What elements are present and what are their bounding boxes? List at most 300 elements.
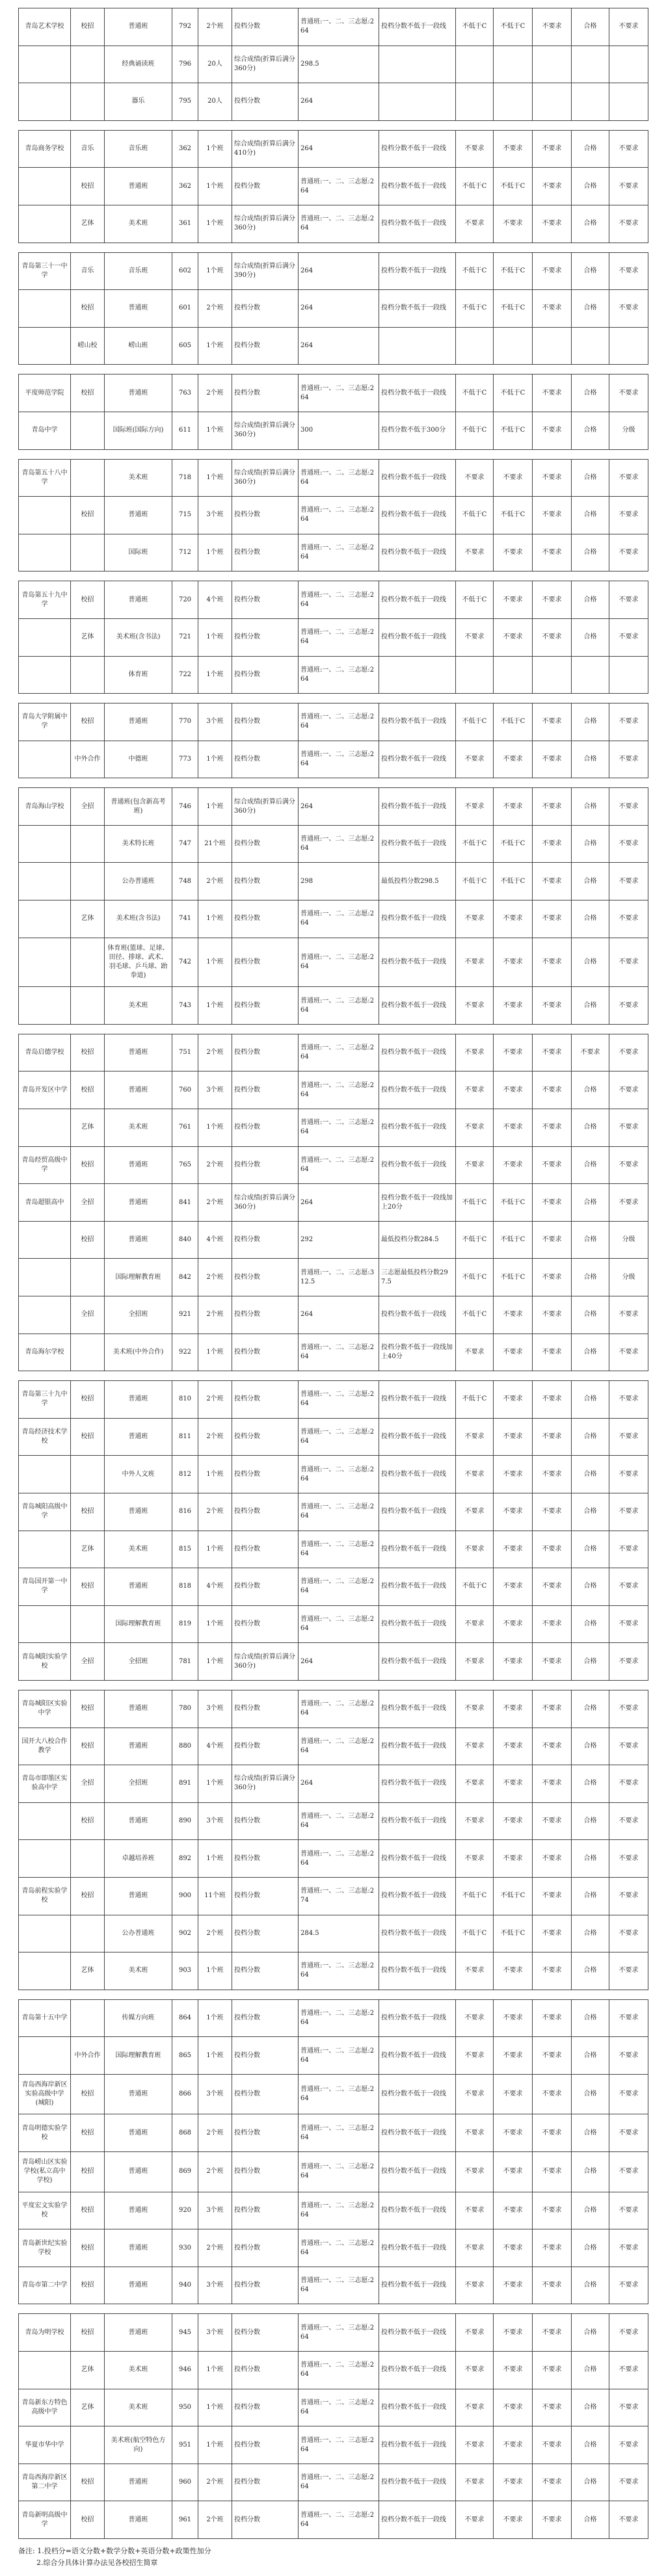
score-cell: 普通班:一、二、三志愿:264 bbox=[299, 1999, 379, 2037]
pe-req-cell: 合格 bbox=[572, 863, 609, 900]
program-cell: 美术班(含书法) bbox=[105, 900, 172, 938]
table-row bbox=[19, 1765, 648, 1803]
english-req-cell: 不要求 bbox=[533, 900, 572, 938]
school-cell: 青岛启德学校 bbox=[19, 1034, 71, 1071]
program-cell: 国际理解教育班 bbox=[105, 1259, 172, 1296]
basis-cell bbox=[232, 572, 299, 581]
basis-cell: 投档分数 bbox=[232, 1418, 299, 1456]
basis-cell: 投档分数 bbox=[232, 2314, 299, 2352]
basis-cell bbox=[232, 694, 299, 703]
category-cell: 校招 bbox=[71, 1493, 105, 1531]
school-cell bbox=[19, 83, 71, 121]
table-row bbox=[19, 1952, 648, 1990]
school-cell: 青岛经济技术学校 bbox=[19, 1418, 71, 1456]
footnote-1: 备注: 1.投档分=语文分数+数学分数+英语分数+政策性加分 bbox=[18, 2547, 211, 2555]
pe-req-cell bbox=[572, 656, 609, 694]
category-cell: 艺体 bbox=[71, 1531, 105, 1568]
program-cell: 普通班 bbox=[105, 1184, 172, 1222]
basis-cell bbox=[232, 1024, 299, 1034]
pe-req-cell: 合格 bbox=[572, 252, 609, 290]
level-req-cell: 不要求 bbox=[609, 1034, 648, 1071]
chinese-req-cell: 不要求 bbox=[456, 2426, 494, 2464]
category-cell bbox=[71, 412, 105, 449]
level-req-cell: 不要求 bbox=[609, 1418, 648, 1456]
plan-cell bbox=[198, 694, 232, 703]
table-row bbox=[19, 1259, 648, 1296]
rule-cell: 投档分数不低于一段线 bbox=[379, 2037, 456, 2075]
chinese-req-cell: 不低于C bbox=[456, 863, 494, 900]
school-cell: 青岛城阳区实验中学 bbox=[19, 1690, 71, 1728]
table-row bbox=[19, 1034, 648, 1071]
chinese-req-cell: 不要求 bbox=[456, 459, 494, 497]
math-req-cell: 不要求 bbox=[494, 2114, 533, 2152]
english-req-cell: 不要求 bbox=[533, 1259, 572, 1296]
table-row bbox=[19, 412, 648, 449]
code-cell: 742 bbox=[172, 938, 198, 987]
rule-cell: 投档分数不低于一段线 bbox=[379, 2426, 456, 2464]
category-cell bbox=[71, 1259, 105, 1296]
plan-cell bbox=[198, 449, 232, 459]
category-cell bbox=[71, 1024, 105, 1034]
admission-table-sheet bbox=[18, 8, 648, 2539]
basis-cell: 投档分数 bbox=[232, 290, 299, 328]
score-cell: 普通班:一、二、三志愿:264 bbox=[299, 459, 379, 497]
table-row bbox=[19, 534, 648, 572]
rule-cell: 投档分数不低于一段线 bbox=[379, 130, 456, 168]
pe-req-cell bbox=[572, 1024, 609, 1034]
code-cell bbox=[172, 365, 198, 375]
program-cell: 音乐班 bbox=[105, 130, 172, 168]
table-row bbox=[19, 2352, 648, 2389]
score-cell bbox=[299, 120, 379, 130]
category-cell: 校招 bbox=[71, 1071, 105, 1109]
chinese-req-cell: 不低于C bbox=[456, 1381, 494, 1419]
school-cell bbox=[19, 1221, 71, 1259]
level-req-cell: 不要求 bbox=[609, 1568, 648, 1606]
score-cell bbox=[299, 694, 379, 703]
english-req-cell: 不要求 bbox=[533, 2352, 572, 2389]
english-req-cell: 不要求 bbox=[533, 1109, 572, 1147]
basis-cell: 投档分数 bbox=[232, 1493, 299, 1531]
program-cell: 普通班 bbox=[105, 703, 172, 741]
math-req-cell: 不要求 bbox=[494, 1531, 533, 1568]
english-req-cell: 不要求 bbox=[533, 1221, 572, 1259]
chinese-req-cell bbox=[456, 572, 494, 581]
rule-cell: 投档分数不低于一段线 bbox=[379, 1765, 456, 1803]
score-cell: 普通班:一、二、三志愿:264 bbox=[299, 2352, 379, 2389]
english-req-cell: 不要求 bbox=[533, 1952, 572, 1990]
category-cell: 校招 bbox=[71, 2074, 105, 2114]
code-cell bbox=[172, 694, 198, 703]
plan-cell: 1个班 bbox=[198, 327, 232, 365]
english-req-cell: 不要求 bbox=[533, 1605, 572, 1643]
code-cell: 796 bbox=[172, 46, 198, 83]
chinese-req-cell: 不要求 bbox=[456, 1493, 494, 1531]
school-cell bbox=[19, 365, 71, 375]
basis-cell: 投档分数 bbox=[232, 168, 299, 205]
math-req-cell: 不要求 bbox=[494, 987, 533, 1025]
rule-cell: 投档分数不低于一段线 bbox=[379, 1802, 456, 1840]
code-cell: 819 bbox=[172, 1605, 198, 1643]
plan-cell bbox=[198, 2304, 232, 2314]
plan-cell: 1个班 bbox=[198, 168, 232, 205]
program-cell: 普通班 bbox=[105, 2229, 172, 2267]
basis-cell: 投档分数 bbox=[232, 1999, 299, 2037]
plan-cell: 1个班 bbox=[198, 1605, 232, 1643]
code-cell: 812 bbox=[172, 1456, 198, 1493]
english-req-cell: 不要求 bbox=[533, 2229, 572, 2267]
pe-req-cell: 合格 bbox=[572, 1146, 609, 1184]
code-cell: 792 bbox=[172, 8, 198, 46]
level-req-cell: 不要求 bbox=[609, 205, 648, 243]
score-cell: 普通班:一、二、三志愿:264 bbox=[299, 2501, 379, 2539]
program-cell: 美术班(含书法) bbox=[105, 618, 172, 656]
table-row bbox=[19, 987, 648, 1025]
level-req-cell: 不要求 bbox=[609, 1643, 648, 1681]
school-cell bbox=[19, 2352, 71, 2389]
plan-cell: 2个班 bbox=[198, 1296, 232, 1334]
score-cell: 普通班:一、二、三志愿:264 bbox=[299, 987, 379, 1025]
english-req-cell: 不要求 bbox=[533, 1493, 572, 1531]
score-cell: 普通班:一、二、三志愿:264 bbox=[299, 168, 379, 205]
score-cell: 普通班:一、二、三志愿:264 bbox=[299, 1146, 379, 1184]
score-cell: 普通班:一、二、三志愿:264 bbox=[299, 1568, 379, 1606]
code-cell: 721 bbox=[172, 618, 198, 656]
plan-cell: 1个班 bbox=[198, 1456, 232, 1493]
program-cell: 音乐班 bbox=[105, 252, 172, 290]
score-cell: 264 bbox=[299, 252, 379, 290]
chinese-req-cell bbox=[456, 327, 494, 365]
plan-cell: 1个班 bbox=[198, 2389, 232, 2426]
basis-cell: 投档分数 bbox=[232, 1456, 299, 1493]
table-row bbox=[19, 2426, 648, 2464]
code-cell: 722 bbox=[172, 656, 198, 694]
rule-cell: 投档分数不低于一段线 bbox=[379, 900, 456, 938]
chinese-req-cell: 不要求 bbox=[456, 1840, 494, 1878]
rule-cell bbox=[379, 1371, 456, 1381]
category-cell: 音乐 bbox=[71, 252, 105, 290]
english-req-cell: 不要求 bbox=[533, 1381, 572, 1419]
level-req-cell bbox=[609, 656, 648, 694]
plan-cell bbox=[198, 778, 232, 788]
program-cell: 普通班 bbox=[105, 1493, 172, 1531]
category-cell: 校招 bbox=[71, 1802, 105, 1840]
pe-req-cell: 合格 bbox=[572, 2464, 609, 2501]
pe-req-cell: 合格 bbox=[572, 2152, 609, 2192]
table-row bbox=[19, 2074, 648, 2114]
basis-cell: 投档分数 bbox=[232, 534, 299, 572]
code-cell: 866 bbox=[172, 2074, 198, 2114]
basis-cell bbox=[232, 120, 299, 130]
table-row bbox=[19, 2267, 648, 2304]
school-cell bbox=[19, 120, 71, 130]
category-cell: 校招 bbox=[71, 1381, 105, 1419]
rule-cell: 投档分数不低于一段线 bbox=[379, 8, 456, 46]
basis-cell: 综合成绩(折算后满分360分) bbox=[232, 205, 299, 243]
math-req-cell: 不要求 bbox=[494, 1643, 533, 1681]
code-cell: 903 bbox=[172, 1952, 198, 1990]
program-cell: 美术班 bbox=[105, 459, 172, 497]
rule-cell: 投档分数不低于一段线 bbox=[379, 2464, 456, 2501]
english-req-cell bbox=[533, 120, 572, 130]
math-req-cell: 不要求 bbox=[494, 581, 533, 619]
pe-req-cell: 合格 bbox=[572, 618, 609, 656]
rule-cell: 投档分数不低于一段线 bbox=[379, 1690, 456, 1728]
program-cell: 普通班 bbox=[105, 168, 172, 205]
chinese-req-cell: 不低于C bbox=[456, 168, 494, 205]
basis-cell: 投档分数 bbox=[232, 825, 299, 863]
chinese-req-cell: 不低于C bbox=[456, 1221, 494, 1259]
chinese-req-cell: 不要求 bbox=[456, 2501, 494, 2539]
rule-cell: 投档分数不低于一段线 bbox=[379, 2229, 456, 2267]
score-cell: 普通班:一、二、三志愿:264 bbox=[299, 1840, 379, 1878]
basis-cell: 投档分数 bbox=[232, 863, 299, 900]
math-req-cell: 不低于C bbox=[494, 1221, 533, 1259]
basis-cell: 投档分数 bbox=[232, 1259, 299, 1296]
table-row bbox=[19, 130, 648, 168]
chinese-req-cell: 不低于C bbox=[456, 703, 494, 741]
pe-req-cell: 合格 bbox=[572, 1568, 609, 1606]
rule-cell: 投档分数不低于一段线 bbox=[379, 2389, 456, 2426]
level-req-cell: 不要求 bbox=[609, 2389, 648, 2426]
pe-req-cell: 合格 bbox=[572, 2037, 609, 2075]
category-cell: 校招 bbox=[71, 1221, 105, 1259]
level-req-cell: 不要求 bbox=[609, 581, 648, 619]
table-row bbox=[19, 900, 648, 938]
basis-cell: 综合成绩(折算后满分360分) bbox=[232, 46, 299, 83]
table-row bbox=[19, 1456, 648, 1493]
score-cell: 普通班:一、二、三志愿:264 bbox=[299, 581, 379, 619]
table-row bbox=[19, 1840, 648, 1878]
level-req-cell: 不要求 bbox=[609, 2464, 648, 2501]
school-cell bbox=[19, 327, 71, 365]
score-cell: 普通班:一、二、三志愿:264 bbox=[299, 2074, 379, 2114]
program-cell: 体育班(篮球、足球、田径、排球、武术、羽毛球、乒乓球、跆拳道) bbox=[105, 938, 172, 987]
rule-cell bbox=[379, 2304, 456, 2314]
plan-cell: 4个班 bbox=[198, 1728, 232, 1765]
table-row bbox=[19, 83, 648, 121]
pe-req-cell: 合格 bbox=[572, 788, 609, 826]
math-req-cell bbox=[494, 83, 533, 121]
code-cell: 920 bbox=[172, 2192, 198, 2229]
score-cell: 普通班:一、二、三志愿:264 bbox=[299, 2229, 379, 2267]
english-req-cell: 不要求 bbox=[533, 1690, 572, 1728]
plan-cell bbox=[198, 1990, 232, 1999]
school-cell: 华夏市华中学 bbox=[19, 2426, 71, 2464]
category-cell bbox=[71, 1840, 105, 1878]
program-cell bbox=[105, 2304, 172, 2314]
code-cell: 765 bbox=[172, 1146, 198, 1184]
category-cell: 艺体 bbox=[71, 618, 105, 656]
rule-cell: 投档分数不低于一段线加上40分 bbox=[379, 1334, 456, 1371]
table-row bbox=[19, 1109, 648, 1147]
table-spacer-row bbox=[19, 365, 648, 375]
level-req-cell: 不要求 bbox=[609, 2192, 648, 2229]
plan-cell: 3个班 bbox=[198, 1802, 232, 1840]
school-cell bbox=[19, 572, 71, 581]
pe-req-cell: 合格 bbox=[572, 1456, 609, 1493]
level-req-cell: 不要求 bbox=[609, 2229, 648, 2267]
score-cell: 普通班:一、二、三志愿:264 bbox=[299, 1334, 379, 1371]
pe-req-cell: 合格 bbox=[572, 412, 609, 449]
code-cell: 868 bbox=[172, 2114, 198, 2152]
plan-cell: 3个班 bbox=[198, 1071, 232, 1109]
score-cell bbox=[299, 1990, 379, 1999]
math-req-cell: 不要求 bbox=[494, 741, 533, 778]
table-row bbox=[19, 168, 648, 205]
math-req-cell bbox=[494, 778, 533, 788]
pe-req-cell: 合格 bbox=[572, 459, 609, 497]
code-cell bbox=[172, 1371, 198, 1381]
basis-cell: 投档分数 bbox=[232, 1071, 299, 1109]
code-cell bbox=[172, 449, 198, 459]
basis-cell: 投档分数 bbox=[232, 1877, 299, 1915]
school-cell bbox=[19, 1456, 71, 1493]
score-cell bbox=[299, 572, 379, 581]
table-spacer-row bbox=[19, 1371, 648, 1381]
rule-cell: 投档分数不低于一段线 bbox=[379, 1493, 456, 1531]
rule-cell: 投档分数不低于一段线 bbox=[379, 2352, 456, 2389]
math-req-cell: 不低于C bbox=[494, 8, 533, 46]
plan-cell: 1个班 bbox=[198, 1643, 232, 1681]
level-req-cell: 不要求 bbox=[609, 1765, 648, 1803]
program-cell: 普通班 bbox=[105, 2074, 172, 2114]
code-cell: 751 bbox=[172, 1034, 198, 1071]
score-cell: 普通班:一、二、三志愿:264 bbox=[299, 1728, 379, 1765]
plan-cell: 1个班 bbox=[198, 2352, 232, 2389]
school-cell bbox=[19, 497, 71, 534]
level-req-cell: 不要求 bbox=[609, 2352, 648, 2389]
math-req-cell bbox=[494, 449, 533, 459]
code-cell: 960 bbox=[172, 2464, 198, 2501]
school-cell bbox=[19, 1952, 71, 1990]
code-cell: 601 bbox=[172, 290, 198, 328]
school-cell bbox=[19, 1680, 71, 1690]
english-req-cell: 不要求 bbox=[533, 497, 572, 534]
code-cell: 890 bbox=[172, 1802, 198, 1840]
score-cell: 普通班:一、二、三志愿:264 bbox=[299, 900, 379, 938]
rule-cell: 投档分数不低于一段线加上20分 bbox=[379, 1184, 456, 1222]
basis-cell: 投档分数 bbox=[232, 1334, 299, 1371]
math-req-cell: 不要求 bbox=[494, 1296, 533, 1334]
level-req-cell: 不要求 bbox=[609, 1952, 648, 1990]
code-cell: 605 bbox=[172, 327, 198, 365]
basis-cell: 综合成绩(折算后满分410分) bbox=[232, 130, 299, 168]
level-req-cell: 不要求 bbox=[609, 1802, 648, 1840]
school-cell: 青岛前程实验学校 bbox=[19, 1877, 71, 1915]
chinese-req-cell: 不要求 bbox=[456, 1456, 494, 1493]
table-row bbox=[19, 1531, 648, 1568]
code-cell: 900 bbox=[172, 1877, 198, 1915]
english-req-cell bbox=[533, 327, 572, 365]
table-row bbox=[19, 205, 648, 243]
code-cell: 760 bbox=[172, 1071, 198, 1109]
score-cell: 292 bbox=[299, 1221, 379, 1259]
rule-cell: 投档分数不低于一段线 bbox=[379, 168, 456, 205]
rule-cell bbox=[379, 365, 456, 375]
level-req-cell bbox=[609, 243, 648, 252]
code-cell: 891 bbox=[172, 1765, 198, 1803]
program-cell: 中外人文班 bbox=[105, 1456, 172, 1493]
basis-cell bbox=[232, 778, 299, 788]
basis-cell bbox=[232, 2304, 299, 2314]
code-cell: 748 bbox=[172, 863, 198, 900]
program-cell: 美术班 bbox=[105, 205, 172, 243]
plan-cell: 3个班 bbox=[198, 2074, 232, 2114]
school-cell bbox=[19, 243, 71, 252]
math-req-cell: 不要求 bbox=[494, 2464, 533, 2501]
table-row bbox=[19, 1728, 648, 1765]
score-cell: 普通班:一、二、三志愿:264 bbox=[299, 656, 379, 694]
math-req-cell: 不低于C bbox=[494, 863, 533, 900]
chinese-req-cell bbox=[456, 243, 494, 252]
math-req-cell bbox=[494, 243, 533, 252]
english-req-cell: 不要求 bbox=[533, 1840, 572, 1878]
table-row bbox=[19, 1493, 648, 1531]
table-row bbox=[19, 825, 648, 863]
score-cell: 普通班:一、二、三志愿:264 bbox=[299, 1605, 379, 1643]
program-cell: 全招班 bbox=[105, 1643, 172, 1681]
plan-cell: 2个班 bbox=[198, 290, 232, 328]
code-cell: 864 bbox=[172, 1999, 198, 2037]
table-row bbox=[19, 1146, 648, 1184]
category-cell: 校招 bbox=[71, 1418, 105, 1456]
pe-req-cell: 合格 bbox=[572, 1952, 609, 1990]
table-row bbox=[19, 1296, 648, 1334]
chinese-req-cell: 不要求 bbox=[456, 900, 494, 938]
table-body bbox=[19, 8, 648, 2539]
rule-cell bbox=[379, 83, 456, 121]
score-cell: 264 bbox=[299, 1184, 379, 1222]
plan-cell bbox=[198, 243, 232, 252]
basis-cell: 投档分数 bbox=[232, 656, 299, 694]
table-row bbox=[19, 741, 648, 778]
level-req-cell: 不要求 bbox=[609, 1184, 648, 1222]
code-cell: 930 bbox=[172, 2229, 198, 2267]
code-cell: 763 bbox=[172, 375, 198, 412]
math-req-cell: 不要求 bbox=[494, 130, 533, 168]
program-cell: 美术班(航空特色方向) bbox=[105, 2426, 172, 2464]
plan-cell: 11个班 bbox=[198, 1877, 232, 1915]
english-req-cell: 不要求 bbox=[533, 1999, 572, 2037]
pe-req-cell: 合格 bbox=[572, 2114, 609, 2152]
pe-req-cell: 合格 bbox=[572, 8, 609, 46]
pe-req-cell: 合格 bbox=[572, 741, 609, 778]
rule-cell: 投档分数不低于一段线 bbox=[379, 1456, 456, 1493]
category-cell bbox=[71, 1915, 105, 1952]
math-req-cell: 不要求 bbox=[494, 1728, 533, 1765]
school-cell bbox=[19, 694, 71, 703]
pe-req-cell: 合格 bbox=[572, 703, 609, 741]
category-cell bbox=[71, 46, 105, 83]
rule-cell: 投档分数不低于一段线 bbox=[379, 2074, 456, 2114]
basis-cell bbox=[232, 243, 299, 252]
program-cell bbox=[105, 694, 172, 703]
chinese-req-cell: 不低于C bbox=[456, 825, 494, 863]
english-req-cell: 不要求 bbox=[533, 252, 572, 290]
chinese-req-cell: 不低于C bbox=[456, 412, 494, 449]
chinese-req-cell: 不要求 bbox=[456, 1643, 494, 1681]
chinese-req-cell: 不低于C bbox=[456, 290, 494, 328]
code-cell bbox=[172, 243, 198, 252]
rule-cell bbox=[379, 243, 456, 252]
table-row bbox=[19, 2192, 648, 2229]
program-cell: 普通班 bbox=[105, 497, 172, 534]
level-req-cell: 不要求 bbox=[609, 534, 648, 572]
plan-cell: 1个班 bbox=[198, 788, 232, 826]
chinese-req-cell: 不要求 bbox=[456, 987, 494, 1025]
basis-cell: 投档分数 bbox=[232, 618, 299, 656]
